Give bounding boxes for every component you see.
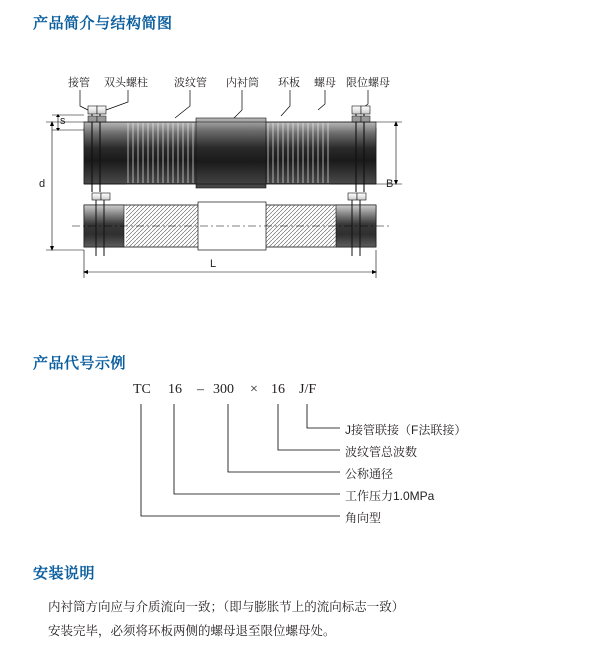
code-desc-wave-count: 波纹管总波数	[345, 445, 418, 459]
dimension-label-s: s	[60, 115, 66, 127]
code-desc-nominal-diameter: 公称通径	[345, 467, 394, 481]
dimension-label-B: B	[386, 178, 394, 190]
code-part-tc: TC	[133, 382, 151, 397]
callout-label-shuangtouluozhu: 双头螺柱	[104, 77, 148, 89]
code-desc-working-pressure: 工作压力1.0MPa	[345, 489, 435, 503]
callout-label-luomu: 螺母	[314, 77, 336, 89]
code-part-times: ×	[250, 382, 258, 397]
code-part-16a: 16	[168, 382, 182, 397]
install-note-line-2: 安装完毕，必须将环板两侧的螺母退至限位螺母处。	[48, 624, 336, 638]
install-note-line-1: 内衬筒方向应与介质流向一致；（即与膨胀节上的流向标志一致）	[48, 600, 405, 614]
code-part-jf: J/F	[299, 382, 317, 397]
product-code-leader-lines	[0, 378, 600, 538]
structure-diagram	[0, 60, 600, 340]
callout-label-xianweiluomu: 限位螺母	[346, 77, 390, 89]
dimension-label-L: L	[210, 258, 217, 270]
center-ring-plate	[196, 118, 266, 188]
structure-diagram-svg	[0, 60, 600, 340]
section-title-install: 安装说明	[33, 565, 96, 582]
code-part-16b: 16	[271, 382, 285, 397]
callout-label-huanban: 环板	[278, 77, 300, 89]
code-part-300: 300	[213, 382, 234, 397]
product-code-diagram	[0, 378, 600, 538]
callout-label-neichentong: 内衬筒	[226, 77, 259, 89]
code-part-dash: –	[197, 382, 204, 397]
section-title-code: 产品代号示例	[33, 355, 127, 372]
install-notes	[48, 598, 568, 646]
callout-label-jieguan: 接管	[68, 77, 90, 89]
code-desc-connection: J接管联接（F法联接）	[345, 423, 467, 437]
section-title-structure: 产品简介与结构简图	[33, 15, 173, 32]
dimension-label-d: d	[39, 178, 46, 190]
code-desc-type: 角向型	[345, 511, 382, 525]
callout-label-bowenguan: 波纹管	[174, 77, 207, 89]
